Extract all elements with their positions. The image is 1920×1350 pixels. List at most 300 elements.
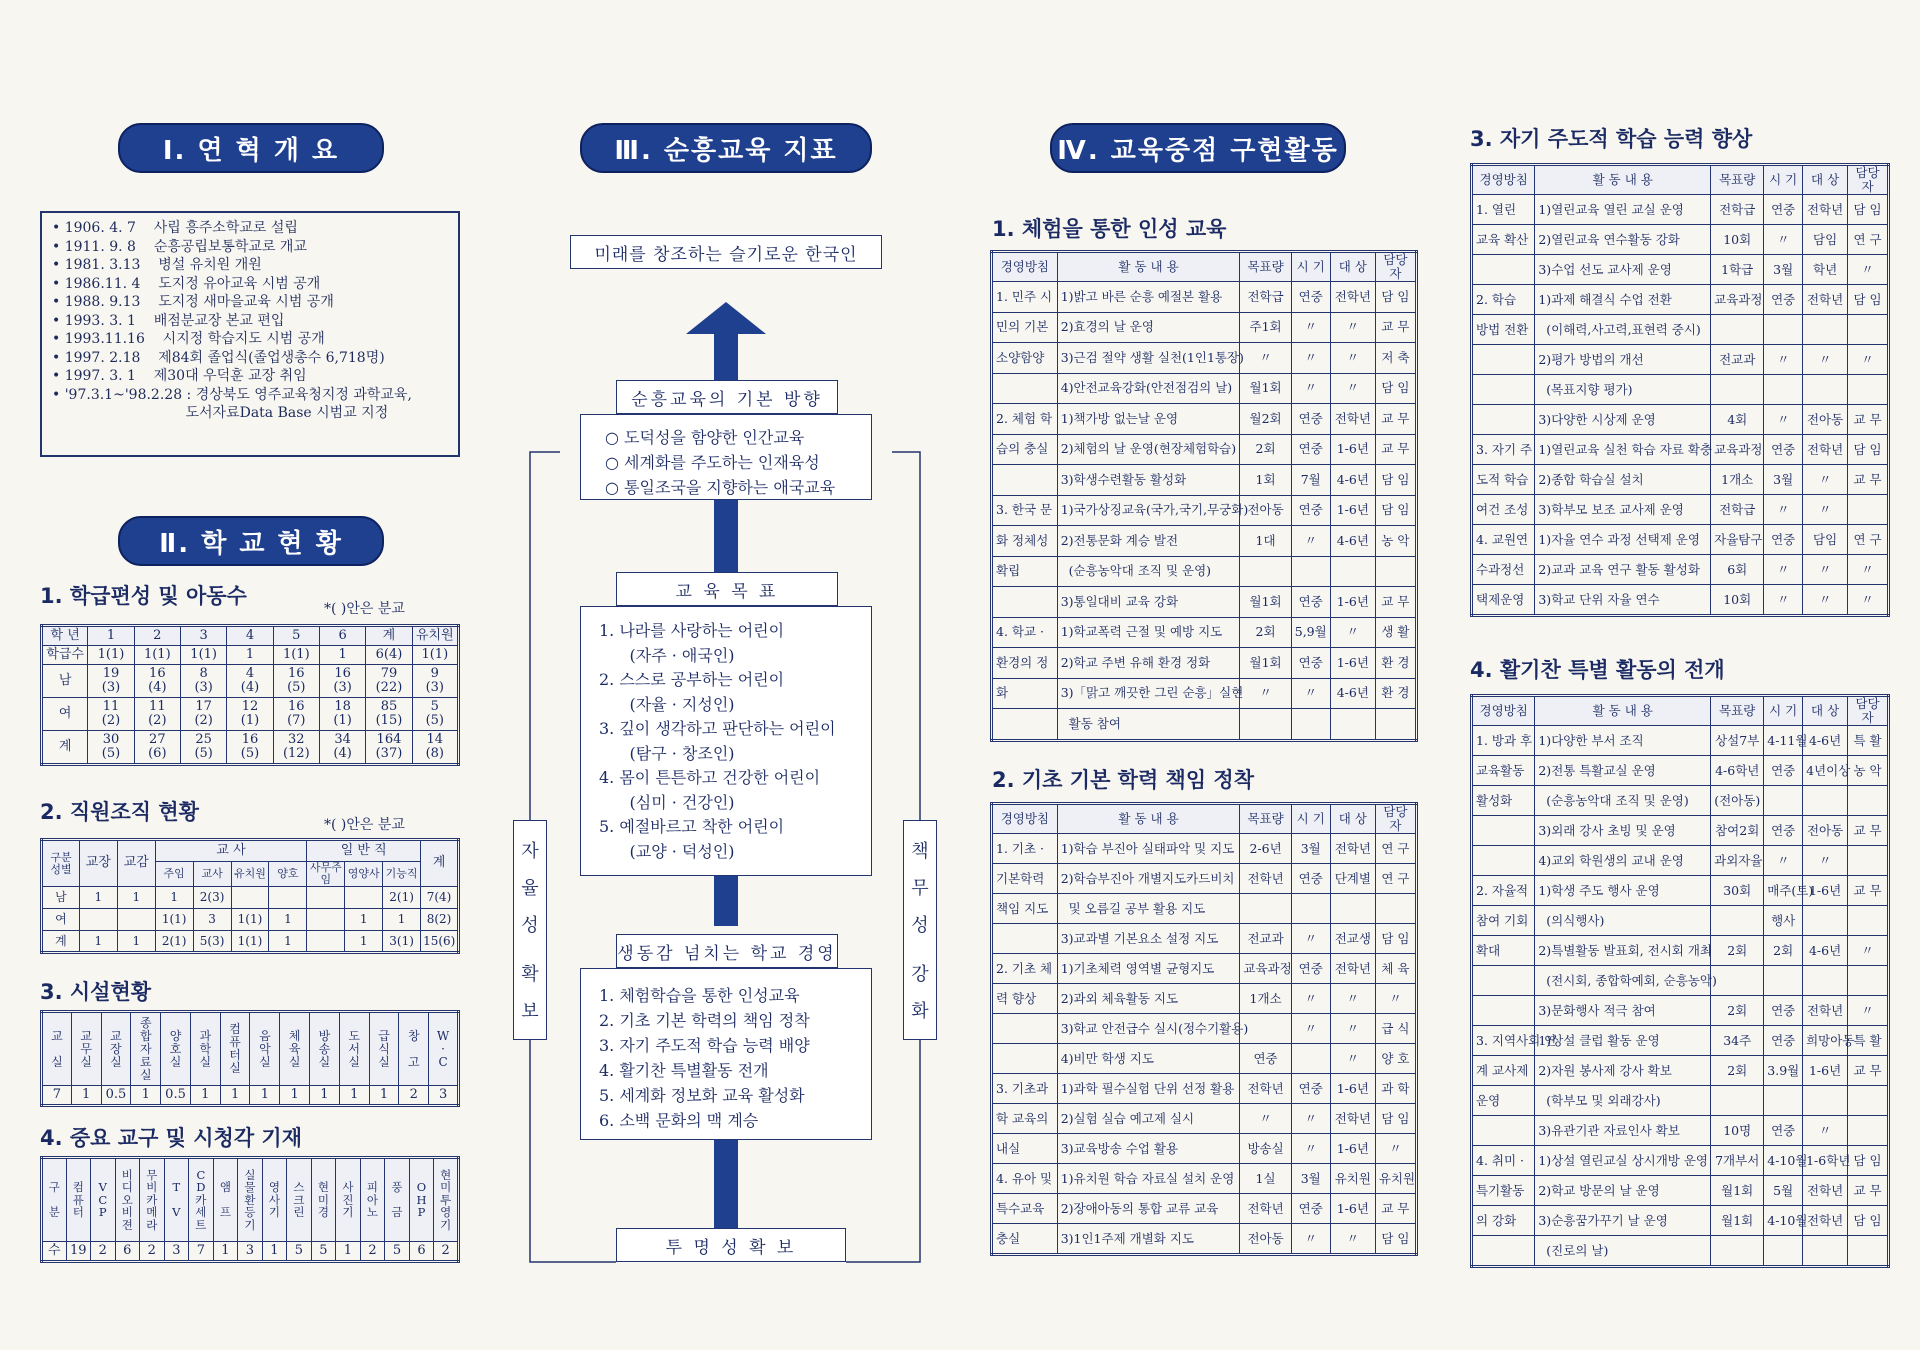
class-cell: 6(4) xyxy=(366,646,412,665)
focus-cell: 2회 xyxy=(1711,1056,1764,1086)
history-item: • 1988. 9.13 도지정 새마을교육 시범 공개 xyxy=(52,294,334,310)
focus-cell: 4-10월 xyxy=(1764,1146,1803,1176)
focus-cell: 4-11월 xyxy=(1764,726,1803,756)
focus-cell: 〃 xyxy=(1291,1104,1330,1134)
activity-cell: 3)유관기관 자료인사 확보 xyxy=(1535,1116,1711,1146)
policy-cell xyxy=(992,1014,1058,1044)
goal-line: (자주 · 애국인) xyxy=(599,645,735,665)
focus-cell: 〃 xyxy=(1803,345,1848,375)
facility-count: 2 xyxy=(399,1086,429,1106)
focus-cell: 전학년 xyxy=(1803,996,1848,1026)
activity-cell: 2)자원 봉사제 강사 확보 xyxy=(1535,1056,1711,1086)
activity-cell: 3)학교 안전급수 실시(정수기활용) xyxy=(1057,1014,1240,1044)
activity-cell: (순흥농악대 조직 및 운영) xyxy=(1057,556,1240,587)
focus-cell xyxy=(1764,1086,1803,1116)
focus-cell: 담 임 xyxy=(1848,1146,1889,1176)
focus-header-cell: 담당자 xyxy=(1848,696,1889,726)
goal-line: 5. 예절바르고 착한 어린이 xyxy=(599,817,785,836)
facility-section-title: 3. 시설현황 xyxy=(40,980,152,1004)
equipment-header-cell: 구 분 xyxy=(42,1158,67,1242)
focus-cell: 3월 xyxy=(1291,834,1330,864)
focus-cell xyxy=(1848,846,1889,876)
focus-cell: 전학년 xyxy=(1803,1206,1848,1236)
focus-cell: 4-10월 xyxy=(1764,1206,1803,1236)
activity-cell: 1)상설 클럽 활동 운영 xyxy=(1535,1026,1711,1056)
policy-cell: 기본학력 xyxy=(992,864,1058,894)
left-vertical-char: 율 xyxy=(521,877,539,899)
history-item: • 1993. 3. 1 배점분교장 본교 편입 xyxy=(52,312,285,329)
staff-cell: 3(1) xyxy=(383,931,421,953)
activity-cell: 2)학습부진아 개별지도카드비치 xyxy=(1057,864,1240,894)
policy-cell xyxy=(992,709,1058,741)
focus-cell: 10명 xyxy=(1711,1116,1764,1146)
f3-table xyxy=(1470,163,1890,617)
focus-header-cell: 경영방침 xyxy=(992,804,1058,834)
class-section-note: *( )안은 분교 xyxy=(324,601,405,617)
f1-table xyxy=(990,250,1418,742)
focus-cell: 〃 xyxy=(1291,678,1330,709)
staff-corner: 구분 성별 xyxy=(42,840,80,887)
focus-cell xyxy=(1291,556,1330,587)
focus-cell: 교 무 xyxy=(1848,876,1889,906)
history-item: • 1911. 9. 8 순흥공립보통학교로 개교 xyxy=(52,238,307,255)
class-cell: 85 (15) xyxy=(366,698,412,731)
facility-count: 3 xyxy=(429,1086,459,1106)
class-header-cell: 계 xyxy=(366,626,412,646)
focus-cell: 1-6학년 xyxy=(1803,1146,1848,1176)
focus-cell: 1-6년 xyxy=(1330,648,1375,679)
goal-line: (교양 · 덕성인) xyxy=(599,841,735,861)
focus-cell: 환 경 xyxy=(1375,678,1416,709)
focus-cell xyxy=(1803,1086,1848,1116)
focus-cell: 전학년 xyxy=(1330,1104,1375,1134)
policy-cell xyxy=(1472,255,1535,285)
class-header-cell: 6 xyxy=(319,626,365,646)
equipment-header-cell: 비 디 오 비 젼 xyxy=(115,1158,140,1242)
school-status-badge: Ⅱ. 학 교 현 황 xyxy=(118,516,384,566)
policy-cell: 교육활동 xyxy=(1472,756,1535,786)
focus-cell: 전아동 xyxy=(1803,405,1848,435)
staff-cell: 2(1) xyxy=(155,931,193,953)
arrow-shaft-bottom xyxy=(714,1140,738,1235)
focus-cell: 〃 xyxy=(1240,678,1291,709)
policy-cell: 3. 한국 문 xyxy=(992,495,1058,526)
focus-cell: 연중 xyxy=(1764,996,1803,1026)
activity-cell: 1)다양한 부서 조직 xyxy=(1535,726,1711,756)
focus-cell: 월2회 xyxy=(1240,404,1291,435)
activity-cell: 2)학교 방문의 날 운영 xyxy=(1535,1176,1711,1206)
focus-cell: 〃 xyxy=(1848,936,1889,966)
focus-cell: 연중 xyxy=(1240,1044,1291,1074)
goal-line: ○ 통일조국을 지향하는 애국교육 xyxy=(605,478,836,497)
activity-cell: 1)밝고 바른 순흥 예절본 활용 xyxy=(1057,282,1240,313)
focus-header-cell: 경영방침 xyxy=(1472,696,1535,726)
focus-cell: 〃 xyxy=(1291,312,1330,343)
goal-line: 5. 세계화 정보화 교육 활성화 xyxy=(599,1086,805,1105)
activity-cell: 2)실험 실습 예고제 실시 xyxy=(1057,1104,1240,1134)
history-item: • '97.3.1~'98.2.28 : 경상북도 영주교육청지정 과학교육, xyxy=(52,386,412,403)
focus-cell: 전학년 xyxy=(1803,435,1848,465)
policy-cell xyxy=(1472,816,1535,846)
facility-header-cell: 교 무 실 xyxy=(71,1012,101,1086)
focus-header-cell: 대 상 xyxy=(1803,696,1848,726)
focus-cell: 연중 xyxy=(1764,435,1803,465)
focus-cell: 교 무 xyxy=(1848,1056,1889,1086)
policy-cell: 책임 지도 xyxy=(992,894,1058,924)
focus-cell: 3월 xyxy=(1764,465,1803,495)
activity-cell: 1)기초체력 영역별 균형지도 xyxy=(1057,954,1240,984)
focus-cell: 〃 xyxy=(1848,996,1889,1026)
class-header-cell: 학 년 xyxy=(42,626,88,646)
class-cell: 4 (4) xyxy=(227,665,273,698)
equipment-count: 5 xyxy=(287,1242,312,1262)
focus-cell xyxy=(1848,495,1889,525)
equipment-count: 2 xyxy=(360,1242,385,1262)
focus-header-cell: 담당자 xyxy=(1375,804,1416,834)
focus-cell: 농 악 xyxy=(1375,526,1416,557)
focus-cell: 특 활 xyxy=(1848,1026,1889,1056)
activity-cell: (진로의 날) xyxy=(1535,1236,1711,1267)
focus-cell: 1대 xyxy=(1240,526,1291,557)
activity-cell: 1)과학 필수실험 단위 선정 활용 xyxy=(1057,1074,1240,1104)
history-item: • 1997. 2.18 제84회 졸업식(졸업생총수 6,718명) xyxy=(52,349,385,366)
focus-cell: 1-6년 xyxy=(1330,587,1375,618)
staff-subheader-cell: 교사 xyxy=(193,862,231,887)
left-vertical-char: 성 xyxy=(521,915,539,937)
focus-cell: 담 임 xyxy=(1375,373,1416,404)
focus-cell xyxy=(1848,1086,1889,1116)
focus-cell: 체 육 xyxy=(1375,954,1416,984)
policy-cell xyxy=(992,924,1058,954)
f1-title: 1. 체험을 통한 인성 교육 xyxy=(992,217,1227,241)
policy-cell xyxy=(1472,846,1535,876)
goals-badge: Ⅲ. 순흥교육 지표 xyxy=(580,123,872,173)
class-row-label: 여 xyxy=(42,698,88,731)
focus-cell: 〃 xyxy=(1803,585,1848,616)
focus-cell: 유치원 xyxy=(1375,1164,1416,1194)
staff-cell: 1(1) xyxy=(231,931,269,953)
focus-cell: 연중 xyxy=(1291,282,1330,313)
history-item: • 1981. 3.13 병설 유치원 개원 xyxy=(52,257,262,273)
policy-cell xyxy=(992,373,1058,404)
autonomy-label xyxy=(513,820,547,1040)
class-cell: 14 (8) xyxy=(412,731,458,765)
focus-cell: 7개부서 xyxy=(1711,1146,1764,1176)
policy-cell: 2. 기초 체 xyxy=(992,954,1058,984)
focus-cell xyxy=(1291,1044,1330,1074)
policy-cell: 3. 기초과 xyxy=(992,1074,1058,1104)
focus-header-cell: 담당자 xyxy=(1848,165,1889,195)
facility-header-cell: 교 장 실 xyxy=(101,1012,131,1086)
edu-goal-title: 교 육 목 표 xyxy=(616,572,838,606)
focus-cell: 1-6년 xyxy=(1330,1194,1375,1224)
activity-cell: 3)학교 단위 자율 연수 xyxy=(1535,585,1711,616)
focus-cell: 〃 xyxy=(1240,343,1291,374)
facility-count: 1 xyxy=(220,1086,250,1106)
f2-title: 2. 기초 기본 학력 책임 정착 xyxy=(992,768,1255,792)
focus-cell: 교 무 xyxy=(1848,816,1889,846)
facility-header-cell: 양 호 실 xyxy=(161,1012,191,1086)
focus-cell xyxy=(1803,906,1848,936)
focus-cell: 〃 xyxy=(1848,585,1889,616)
focus-cell xyxy=(1375,556,1416,587)
activity-cell: 1)국가상징교육(국가,국기,무궁화) xyxy=(1057,495,1240,526)
activity-cell: 3)외래 강사 초빙 및 운영 xyxy=(1535,816,1711,846)
staff-header-cell: 교 사 xyxy=(155,840,307,862)
focus-header-cell: 대 상 xyxy=(1803,165,1848,195)
activity-cell: 1)책가방 없는날 운영 xyxy=(1057,404,1240,435)
focus-cell: 〃 xyxy=(1291,984,1330,1014)
policy-cell xyxy=(992,587,1058,618)
focus-cell xyxy=(1711,966,1764,996)
policy-cell: 활성화 xyxy=(1472,786,1535,816)
focus-cell: 월1회 xyxy=(1711,1206,1764,1236)
equipment-count: 6 xyxy=(115,1242,140,1262)
focus-header-cell: 목표량 xyxy=(1711,165,1764,195)
focus-cell: 〃 xyxy=(1764,585,1803,616)
facility-count: 1 xyxy=(71,1086,101,1106)
focus-cell: 과 학 xyxy=(1375,1074,1416,1104)
staff-cell: 3 xyxy=(193,909,231,931)
activity-cell: 활동 참여 xyxy=(1057,709,1240,741)
policy-cell: 1. 방과 후 xyxy=(1472,726,1535,756)
focus-cell xyxy=(1848,315,1889,345)
equipment-section-title: 4. 중요 교구 및 시청각 기재 xyxy=(40,1126,303,1150)
activity-cell: 1)열린교육 열린 교실 운영 xyxy=(1535,195,1711,225)
class-header-cell: 유치원 xyxy=(412,626,458,646)
focus-header-cell: 활 동 내 용 xyxy=(1057,804,1240,834)
class-cell: 16 (7) xyxy=(273,698,319,731)
staff-cell: 2(3) xyxy=(193,887,231,909)
activity-cell: (이해력,사고력,표현력 중시) xyxy=(1535,315,1711,345)
focus-cell: 전아동 xyxy=(1803,816,1848,846)
equipment-count: 7 xyxy=(189,1242,214,1262)
equipment-header-cell: C D 카 세 트 xyxy=(189,1158,214,1242)
focus-cell: 유치원 xyxy=(1330,1164,1375,1194)
activity-cell: 3)다양한 시상제 운영 xyxy=(1535,405,1711,435)
facility-header-cell: 도 서 실 xyxy=(339,1012,369,1086)
focus-cell: 월1회 xyxy=(1240,587,1291,618)
focus-cell: 담 임 xyxy=(1375,465,1416,496)
focus-cell: 〃 xyxy=(1764,225,1803,255)
policy-cell: 충실 xyxy=(992,1224,1058,1255)
focus-header-cell: 시 기 xyxy=(1291,804,1330,834)
staff-cell: 1 xyxy=(345,931,383,953)
focus-cell: 연중 xyxy=(1291,434,1330,465)
facility-count: 1 xyxy=(131,1086,161,1106)
focus-cell: 전학년 xyxy=(1240,1074,1291,1104)
equipment-header-cell: 앰 프 xyxy=(213,1158,238,1242)
focus-cell: 3월 xyxy=(1291,1164,1330,1194)
staff-subheader-cell: 양호 xyxy=(269,862,307,887)
staff-section-note: *( )안은 분교 xyxy=(324,817,405,833)
facility-count: 7 xyxy=(42,1086,72,1106)
focus-cell: 〃 xyxy=(1330,984,1375,1014)
focus-cell: 연중 xyxy=(1764,195,1803,225)
activity-cell: (전시회, 종합학예회, 순흥농악) xyxy=(1535,966,1711,996)
focus-cell: 〃 xyxy=(1330,343,1375,374)
activity-cell: 2)평가 방법의 개선 xyxy=(1535,345,1711,375)
focus-cell: 양 호 xyxy=(1375,1044,1416,1074)
facility-header-cell: 음 악 실 xyxy=(250,1012,280,1086)
class-section-title: 1. 학급편성 및 아동수 xyxy=(40,584,247,608)
focus-cell: 주1회 xyxy=(1240,312,1291,343)
focus-header-cell: 목표량 xyxy=(1240,252,1291,282)
focus-cell: 10회 xyxy=(1711,225,1764,255)
focus-header-cell: 대 상 xyxy=(1330,252,1375,282)
focus-cell xyxy=(1764,786,1803,816)
focus-cell: 〃 xyxy=(1848,555,1889,585)
focus-cell: 〃 xyxy=(1291,1134,1330,1164)
focus-cell: 2회 xyxy=(1240,434,1291,465)
vision-box: 미래를 창조하는 슬기로운 한국인 xyxy=(570,235,882,269)
policy-cell: 민의 기본 xyxy=(992,312,1058,343)
focus-cell xyxy=(1375,709,1416,741)
equipment-count: 1 xyxy=(213,1242,238,1262)
focus-cell: 과외자율 xyxy=(1711,846,1764,876)
focus-cell: 전학년 xyxy=(1330,954,1375,984)
class-cell: 8 (3) xyxy=(180,665,226,698)
focus-cell: 1회 xyxy=(1240,465,1291,496)
activity-cell: 2)교과 교육 연구 활동 활성화 xyxy=(1535,555,1711,585)
right-vertical-char: 성 xyxy=(911,915,929,937)
focus-cell: 교 무 xyxy=(1375,312,1416,343)
activity-cell: (순흥농악대 조직 및 운영) xyxy=(1535,786,1711,816)
focus-cell: 1학급 xyxy=(1711,255,1764,285)
activity-cell: 및 오름길 공부 활용 지도 xyxy=(1057,894,1240,924)
focus-cell: 교 무 xyxy=(1848,1176,1889,1206)
focus-cell: 4회 xyxy=(1711,405,1764,435)
policy-cell: 1. 기초 · xyxy=(992,834,1058,864)
staff-cell: 1 xyxy=(117,887,155,909)
policy-cell: 1. 열린 xyxy=(1472,195,1535,225)
focus-cell: 상설7부 xyxy=(1711,726,1764,756)
class-header-cell: 3 xyxy=(180,626,226,646)
goal-line: 3. 깊이 생각하고 판단하는 어린이 xyxy=(599,719,836,738)
right-vertical-char: 책 xyxy=(911,840,929,862)
facility-header-cell: 체 육 실 xyxy=(280,1012,310,1086)
activity-cell: 3)교과별 기본요소 설정 지도 xyxy=(1057,924,1240,954)
focus-cell xyxy=(1711,315,1764,345)
policy-cell xyxy=(1472,966,1535,996)
staff-cell: 1 xyxy=(269,931,307,953)
focus-cell: 〃 xyxy=(1764,495,1803,525)
focus-header-cell: 시 기 xyxy=(1764,165,1803,195)
focus-cell xyxy=(1848,375,1889,405)
focus-cell: 〃 xyxy=(1291,1014,1330,1044)
focus-cell: 〃 xyxy=(1330,312,1375,343)
f4-table xyxy=(1470,694,1890,1268)
focus-cell: 연중 xyxy=(1764,285,1803,315)
f3-title: 3. 자기 주도적 학습 능력 향상 xyxy=(1470,127,1753,151)
management-box xyxy=(580,968,872,1140)
staff-header-cell: 교감 xyxy=(117,840,155,887)
focus-cell xyxy=(1764,1236,1803,1267)
focus-cell: 희망아동 xyxy=(1803,1026,1848,1056)
policy-cell: 방법 전환 xyxy=(1472,315,1535,345)
focus-cell: 전학급 xyxy=(1711,195,1764,225)
class-cell: 12 (1) xyxy=(227,698,273,731)
focus-cell xyxy=(1848,1236,1889,1267)
policy-cell: 수과정선 xyxy=(1472,555,1535,585)
focus-cell: 4-6년 xyxy=(1803,726,1848,756)
focus-cell xyxy=(1291,894,1330,924)
activity-cell: 2)과외 체육활동 지도 xyxy=(1057,984,1240,1014)
equipment-header-cell: 현 미 투 영 기 xyxy=(434,1158,459,1242)
focus-cell: 〃 xyxy=(1803,1116,1848,1146)
focus-cell: 전학년 xyxy=(1330,834,1375,864)
staff-header-cell: 일 반 직 xyxy=(307,840,421,862)
left-vertical-char: 자 xyxy=(521,840,539,862)
equipment-count: 5 xyxy=(311,1242,336,1262)
facility-header-cell: 방 송 실 xyxy=(310,1012,340,1086)
activity-cell: 3)통일대비 교육 강화 xyxy=(1057,587,1240,618)
policy-cell xyxy=(992,1044,1058,1074)
policy-cell: 환경의 정 xyxy=(992,648,1058,679)
facility-header-cell: 종 합 자 료 실 xyxy=(131,1012,161,1086)
activity-cell: 2)열린교육 연수활동 강화 xyxy=(1535,225,1711,255)
activity-cell: 2)학교 주변 유해 환경 정화 xyxy=(1057,648,1240,679)
class-cell: 164 (37) xyxy=(366,731,412,765)
goal-line: ○ 도덕성을 함양한 인간교육 xyxy=(605,428,805,447)
facility-header-cell: 급 식 실 xyxy=(369,1012,399,1086)
focus-cell: 5월 xyxy=(1764,1176,1803,1206)
focus-cell xyxy=(1803,315,1848,345)
staff-row-label: 남 xyxy=(42,887,80,909)
class-cell: 16 (3) xyxy=(319,665,365,698)
focus-cell: 〃 xyxy=(1240,1104,1291,1134)
focus-cell: 30회 xyxy=(1711,876,1764,906)
policy-cell: 소양함양 xyxy=(992,343,1058,374)
activity-cell: (목표지향 평가) xyxy=(1535,375,1711,405)
focus-cell: 담 임 xyxy=(1848,435,1889,465)
focus-cell xyxy=(1803,966,1848,996)
staff-cell: 1 xyxy=(117,931,155,953)
goal-line: ○ 세계화를 주도하는 인재육성 xyxy=(605,453,820,472)
policy-cell: 확립 xyxy=(992,556,1058,587)
focus-cell: 전아동 xyxy=(1240,1224,1291,1255)
focus-cell: 〃 xyxy=(1764,345,1803,375)
focus-cell: 〃 xyxy=(1330,373,1375,404)
focus-cell: 1개소 xyxy=(1711,465,1764,495)
equipment-header-cell: 스 크 린 xyxy=(287,1158,312,1242)
facility-header-cell: W · C xyxy=(429,1012,459,1086)
class-row-label: 남 xyxy=(42,665,88,698)
class-cell: 11 (2) xyxy=(88,698,134,731)
focus-cell: 〃 xyxy=(1764,846,1803,876)
focus-cell: 2회 xyxy=(1240,617,1291,648)
focus-cell: 연중 xyxy=(1291,954,1330,984)
focus-cell: 생 활 xyxy=(1375,617,1416,648)
focus-header-cell: 목표량 xyxy=(1240,804,1291,834)
focus-cell: 환 경 xyxy=(1375,648,1416,679)
goal-line: (탐구 · 창조인) xyxy=(599,743,735,763)
facility-count: 1 xyxy=(339,1086,369,1106)
focus-cell: 교 무 xyxy=(1375,404,1416,435)
focus-cell: 〃 xyxy=(1803,846,1848,876)
focus-cell: 연중 xyxy=(1291,648,1330,679)
focus-cell: 10회 xyxy=(1711,585,1764,616)
focus-cell: 자율탐구 xyxy=(1711,525,1764,555)
focus-cell: 교 무 xyxy=(1375,1194,1416,1224)
history-item: • 1986.11. 4 도지정 유아교육 시범 공개 xyxy=(52,275,321,292)
focus-cell: 〃 xyxy=(1330,617,1375,648)
staff-row-label: 여 xyxy=(42,909,80,931)
equipment-count: 3 xyxy=(164,1242,189,1262)
focus-cell: 농 악 xyxy=(1848,756,1889,786)
activity-cell: 4)교외 학원생의 교내 운영 xyxy=(1535,846,1711,876)
staff-subheader-cell: 기능직 xyxy=(383,862,421,887)
